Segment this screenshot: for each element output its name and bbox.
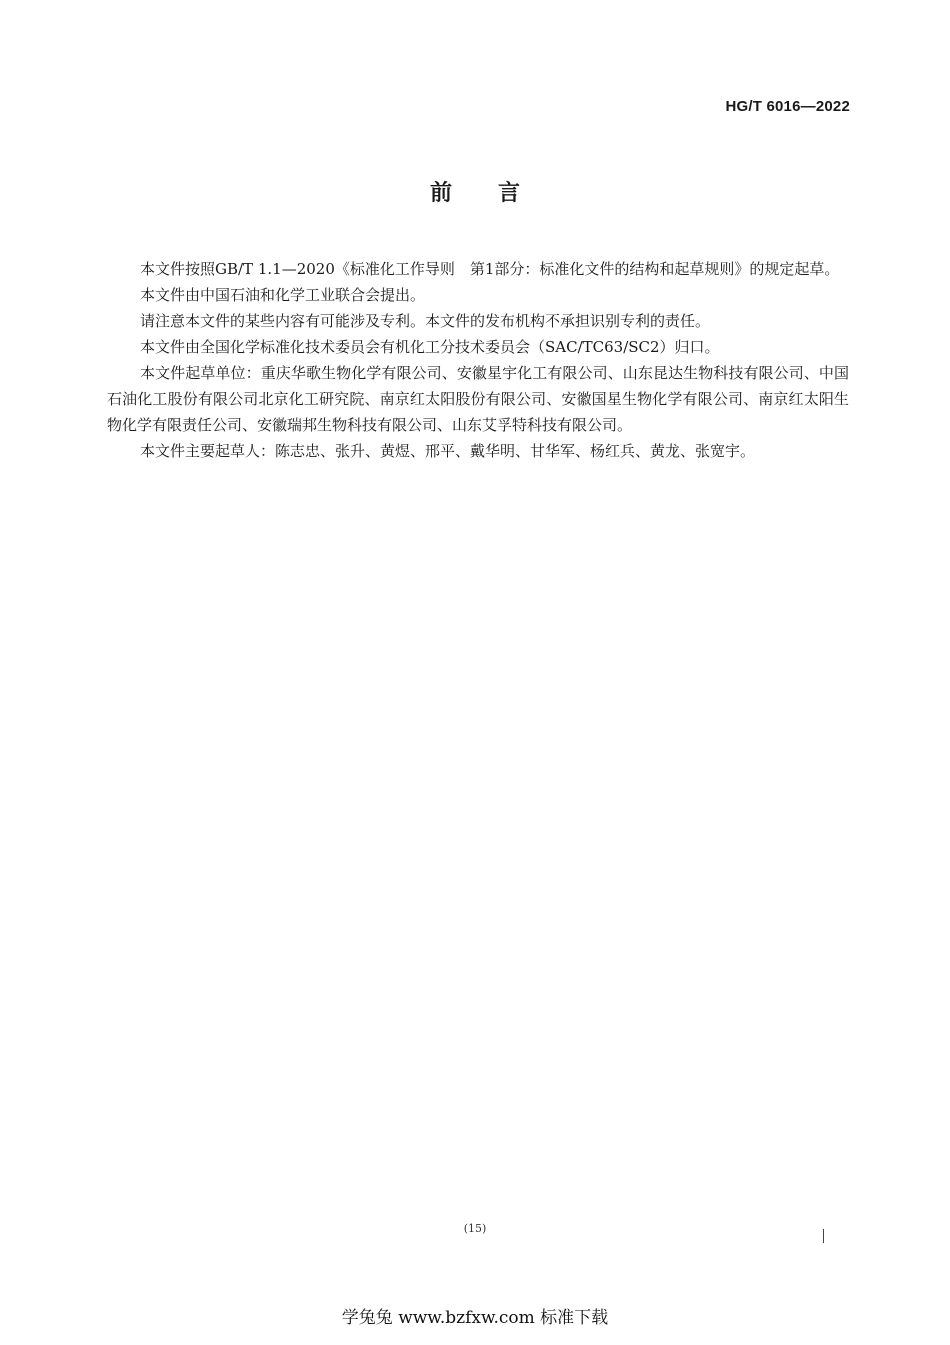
paragraph-committee: 本文件由全国化学标准化技术委员会有机化工分技术委员会（SAC/TC63/SC2）归口。 [140,338,720,356]
paragraph-drafters: 本文件主要起草人：陈志忠、张升、黄煜、邢平、戴华明、甘华军、杨红兵、黄龙、张宽宇。 [140,442,756,460]
footer-watermark-text: 学兔兔 www.bzfxw.com 标准下载 [341,1308,609,1328]
paragraph-patent-notice: 请注意本文件的某些内容有可能涉及专利。本文件的发布机构不承担识别专利的责任。 [140,312,711,330]
paragraph-drafting-rules: 本文件按照GB/T 1.1—2020《标准化工作导则 第1部分：标准化文件的结构和起草规则》的规定起草。 [140,260,840,278]
page-title: 前言 [429,181,566,206]
foreword-body [107,256,849,464]
paragraph-drafting-units: 本文件起草单位：重庆华歌生物化学有限公司、安徽星宇化工有限公司、山东昆达生物科技有限公司、中国石油化工股份有限公司北京化工研究院、南京红太阳股份有限公司、安徽国星生物化学有限公司、南京红太阳生物化学有限责任公司、安徽瑞邦生物科技有限公司、山东艾孚特科技有限公司。 [107,364,849,434]
document-code: HG/T 6016—2022 [725,98,850,115]
edge-mark [823,1229,824,1243]
paragraph-proposer: 本文件由中国石油和化学工业联合会提出。 [140,286,426,304]
page-number: (15) [463,1222,487,1235]
